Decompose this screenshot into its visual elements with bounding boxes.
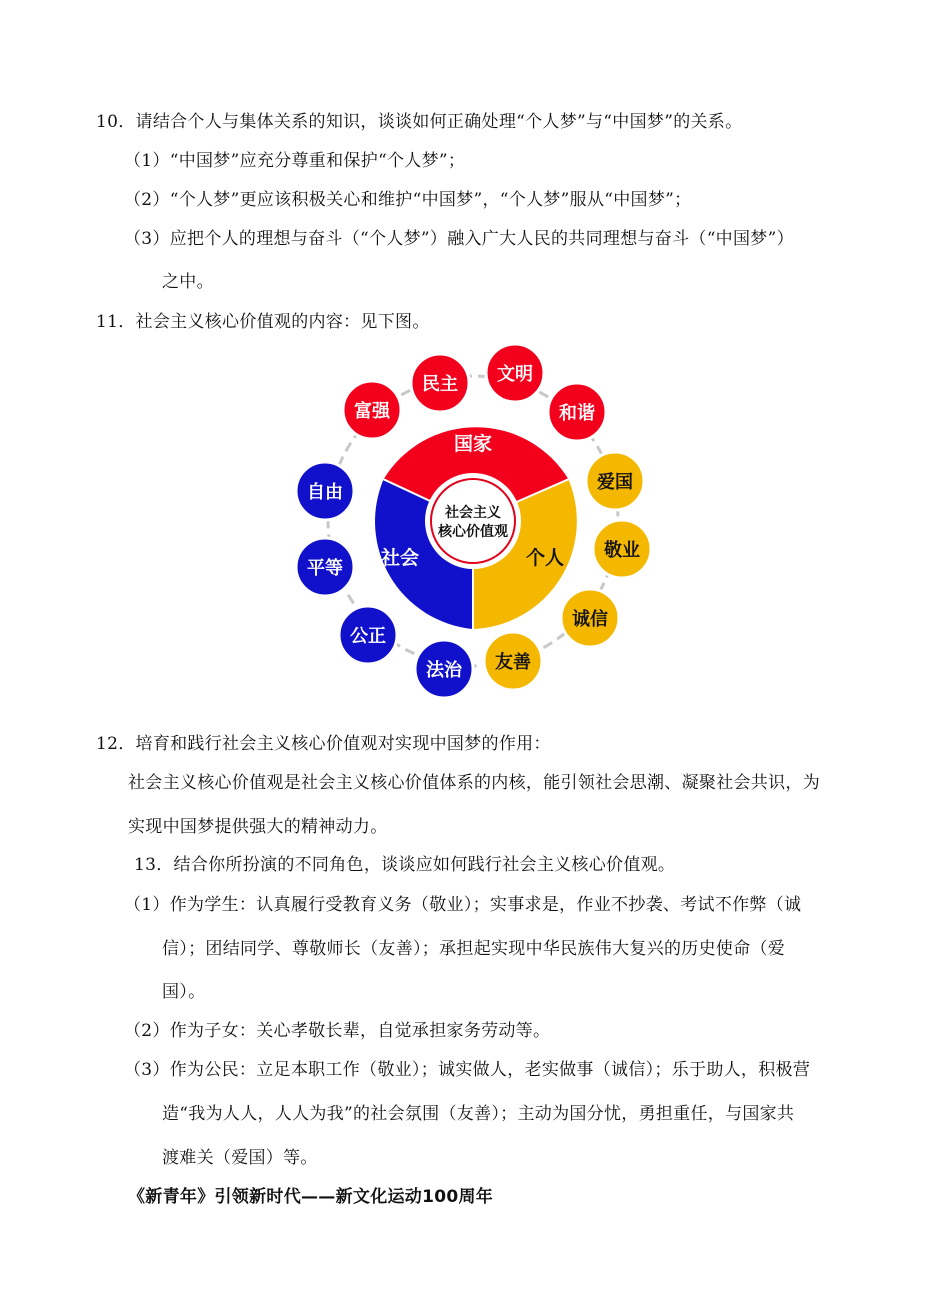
q10-item-3: （3）应把个人的理想与奋斗（“个人梦”）融入广大人民的共同理想与奋斗（“中国梦”） xyxy=(124,229,794,249)
q10-item-3-cont: 之中。 xyxy=(162,272,214,292)
q10-item-1: （1）“中国梦”应充分尊重和保护“个人梦”； xyxy=(124,151,466,171)
q10-title: 10．请结合个人与集体关系的知识，谈谈如何正确处理“个人梦”与“中国梦”的关系。 xyxy=(96,112,743,132)
center-wheel xyxy=(375,427,577,629)
value-node-fuqiang xyxy=(343,381,401,439)
q13-item-1: （1）作为学生：认真履行受教育义务（敬业）；实事求是，作业不抄袭、考试不作弊（诚 xyxy=(124,895,802,915)
value-node-aiguo xyxy=(586,452,644,510)
q13-item-3: （3）作为公民：立足本职工作（敬业）；诚实做人，老实做事（诚信）；乐于助人，积极营 xyxy=(124,1060,811,1080)
svg-text:爱国: 爱国 xyxy=(597,472,633,493)
center-label-2: 核心价值观 xyxy=(438,524,508,540)
svg-text:自由: 自由 xyxy=(307,482,343,503)
svg-text:公正: 公正 xyxy=(350,626,386,647)
q13-title: 13．结合你所扮演的不同角色，谈谈应如何践行社会主义核心价值观。 xyxy=(134,855,676,875)
value-node-pingdeng xyxy=(296,538,354,596)
value-node-minzhu xyxy=(411,354,469,412)
svg-text:诚信: 诚信 xyxy=(572,609,608,630)
svg-text:富强: 富强 xyxy=(354,401,390,422)
q13-item-1-cont-1: 信）；团结同学、尊敬师长（友善）；承担起实现中华民族伟大复兴的历史使命（爱 xyxy=(162,939,786,959)
svg-text:平等: 平等 xyxy=(307,558,343,579)
svg-text:敬业: 敬业 xyxy=(604,540,640,561)
q12-answer-1: 社会主义核心价值观是社会主义核心价值体系的内核，能引领社会思潮、凝聚社会共识，为 xyxy=(128,773,820,793)
q11-title: 11．社会主义核心价值观的内容：见下图。 xyxy=(96,312,430,332)
sector-individual-label: 个人 xyxy=(525,547,565,569)
center-label-1: 社会主义 xyxy=(445,505,501,521)
section-heading: 《新青年》引领新时代——新文化运动100周年 xyxy=(128,1187,494,1207)
svg-text:民主: 民主 xyxy=(422,374,458,395)
value-node-fazhi xyxy=(415,640,473,698)
core-values-diagram xyxy=(290,338,660,708)
sector-society-label: 社会 xyxy=(380,547,420,569)
q13-item-3-cont-1: 造“我为人人，人人为我”的社会氛围（友善）；主动为国分忧，勇担重任，与国家共 xyxy=(162,1104,795,1124)
q12-title: 12．培育和践行社会主义核心价值观对实现中国梦的作用： xyxy=(96,734,551,754)
svg-text:文明: 文明 xyxy=(497,364,533,385)
value-node-chengxin xyxy=(561,589,619,647)
value-node-youshan xyxy=(484,632,542,690)
q13-item-3-cont-2: 渡难关（爱国）等。 xyxy=(162,1148,318,1168)
q10-item-2: （2）“个人梦”更应该积极关心和维护“中国梦”，“个人梦”服从“中国梦”； xyxy=(124,190,692,210)
value-node-hexie xyxy=(548,383,606,441)
svg-text:和谐: 和谐 xyxy=(559,403,595,424)
sector-state-label: 国家 xyxy=(453,433,493,455)
center-circle xyxy=(425,473,521,569)
q13-item-1-cont-2: 国）。 xyxy=(162,982,206,1002)
svg-text:友善: 友善 xyxy=(495,652,531,673)
q12-answer-2: 实现中国梦提供强大的精神动力。 xyxy=(128,817,388,837)
svg-text:法治: 法治 xyxy=(426,660,462,681)
value-node-ziyou xyxy=(296,462,354,520)
q13-item-2: （2）作为子女：关心孝敬长辈，自觉承担家务劳动等。 xyxy=(124,1021,551,1041)
value-node-jingye xyxy=(593,520,651,578)
value-node-wenming xyxy=(486,344,544,402)
value-node-gongzheng xyxy=(339,606,397,664)
